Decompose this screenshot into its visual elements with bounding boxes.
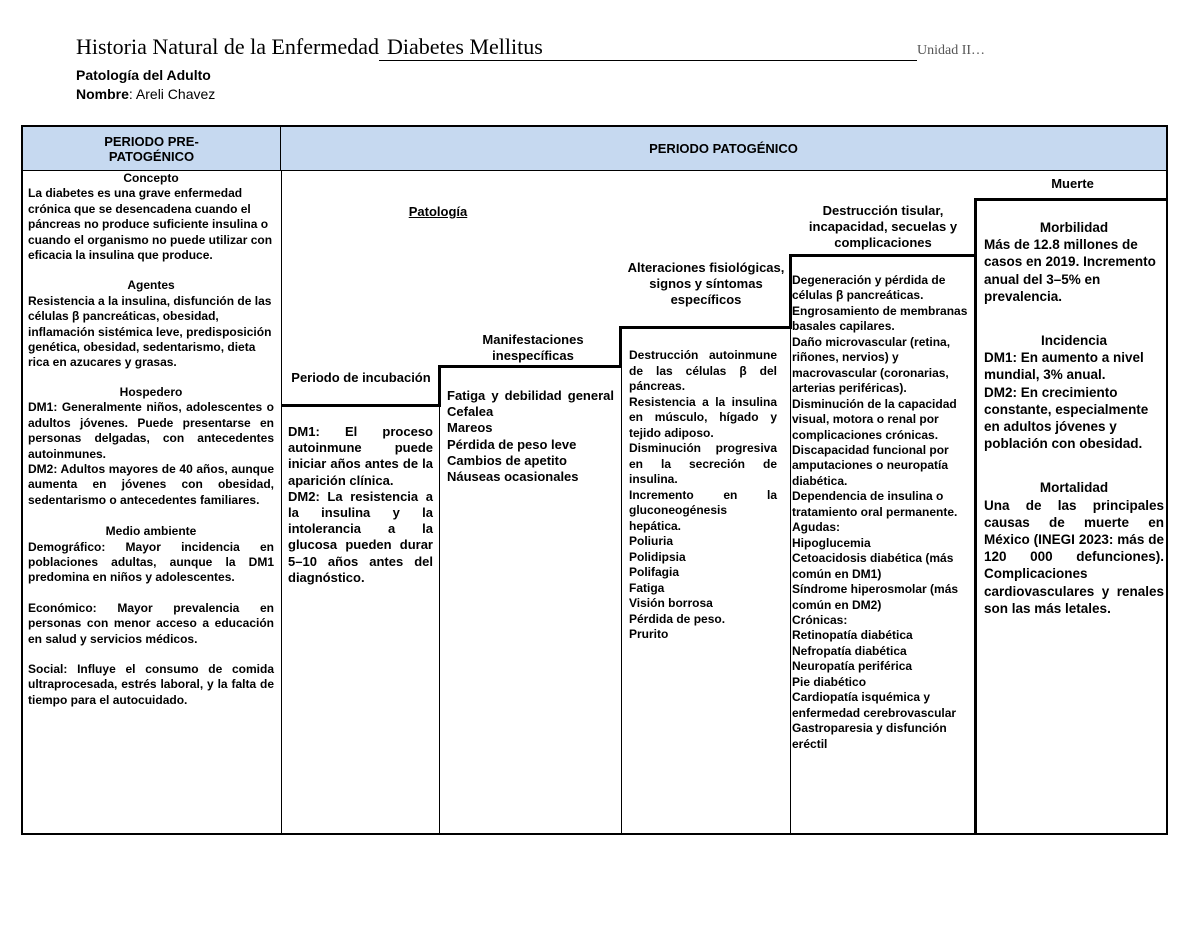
- list-item: Cefalea: [447, 404, 494, 420]
- concept-title: Concepto: [123, 171, 179, 185]
- list-item: Nefropatía diabética: [792, 643, 907, 658]
- list-item: Hipoglucemia: [792, 535, 871, 550]
- incubation-title: Periodo de incubación: [291, 370, 431, 385]
- morbidity-title: Morbilidad: [1039, 220, 1109, 235]
- divider: [790, 255, 791, 835]
- document-header: [76, 34, 1036, 104]
- list-item: Disminución progresiva en la secreción de insulina.: [629, 441, 777, 486]
- document-title: [76, 34, 1036, 64]
- list-item: Visión borrosa: [629, 596, 713, 610]
- environment-social: Social: Influye el consumo de comida ultraprocesada, estrés laboral, y la falta de tiempo para el autocuidado.: [28, 661, 274, 707]
- pathogenic-header: PERIODO PATOGÉNICO: [281, 127, 1166, 171]
- student-name: [76, 85, 1036, 104]
- environment-demographic: Demográfico: Mayor incidencia en poblaciones adultas, aunque la DM1 predomina en niños y adolescentes.: [28, 539, 274, 585]
- list-item: Poliuria: [629, 534, 674, 548]
- mortality-title: Mortalidad: [1039, 480, 1109, 496]
- list-item: Cardiopatía isquémica y enfermedad cerebrovascular: [792, 690, 957, 720]
- pre-pathogenic-cell: [28, 171, 274, 708]
- agents-text: Resistencia a la insulina, disfunción de las células β pancreáticas, obesidad, inflamación sistémica leve, predisposición genética, obesidad, sedentarismo, dieta rica en azucares y grasas.: [28, 293, 272, 370]
- step-line: [619, 326, 622, 368]
- incidence-dm2: DM2: En crecimiento constante, especialmente en adultos jóvenes y población con obesidad.: [984, 384, 1149, 452]
- list-item: Neuropatía periférica: [792, 659, 913, 674]
- list-item: Agudas:: [792, 520, 840, 535]
- list-item: Retinopatía diabética: [792, 628, 913, 643]
- list-item: Polifagia: [629, 565, 680, 579]
- list-item: Cambios de apetito: [447, 452, 567, 468]
- step-line: [974, 198, 1168, 201]
- pre-pathogenic-header: PERIODO PRE-PATOGÉNICO: [23, 127, 281, 171]
- list-item: Prurito: [629, 627, 669, 641]
- step-line: [789, 254, 977, 257]
- natural-history-table: [21, 125, 1168, 835]
- list-item: Pérdida de peso leve: [447, 436, 577, 452]
- list-item: Pie diabético: [792, 674, 867, 689]
- list-item: Polidipsia: [629, 549, 686, 564]
- mortality-text: Una de las principales causas de muerte en México (INEGI 2023: más de 120 000 defunciones). Complicaciones cardiovasculares y renales son las más letales.: [984, 497, 1164, 616]
- list-item: Mareos: [447, 420, 493, 436]
- incidence-dm1: DM1: En aumento a nivel mundial, 3% anual.: [984, 350, 1144, 383]
- title-prefix: Historia Natural de la Enfermedad: [76, 34, 379, 59]
- incidence-title: Incidencia: [1040, 333, 1108, 349]
- step-line: [438, 365, 622, 368]
- list-item: Náuseas ocasionales: [447, 469, 579, 485]
- host-dm2: DM2: Adultos mayores de 40 años, aunque aumenta en jóvenes con obesidad, sedentarismo o antecedentes familiares.: [28, 461, 274, 507]
- specific-list: [629, 348, 777, 643]
- death-cell: [984, 219, 1164, 617]
- list-item: Crónicas:: [792, 612, 848, 627]
- title-disease: Diabetes Mellitus: [379, 34, 917, 61]
- agents-title: Agentes: [127, 278, 175, 293]
- step-line: [281, 404, 439, 407]
- nonspecific-title: Manifestaciones inespecíficas: [482, 332, 584, 363]
- course-name: Patología del Adulto: [76, 67, 211, 83]
- host-title: Hospedero: [119, 384, 183, 399]
- list-item: Fatiga: [629, 580, 665, 595]
- list-item: Degeneración y pérdida de células β pancreáticas.: [792, 273, 946, 303]
- name-label: Nombre: [76, 86, 129, 102]
- destruction-list: [792, 273, 970, 752]
- death-title: Muerte: [1051, 176, 1094, 191]
- concept-text: La diabetes es una grave enfermedad crónica que se desencadena cuando el páncreas no produce suficiente insulina o cuando el organismo no puede utilizar con eficacia la insulina que produce.: [28, 186, 273, 263]
- environment-title: Medio ambiente: [105, 524, 197, 539]
- morbidity-text: Más de 12.8 millones de casos en 2019. Incremento anual del 3–5% en prevalencia.: [984, 237, 1156, 304]
- step-line: [438, 367, 441, 407]
- divider: [621, 327, 622, 835]
- divider: [974, 199, 977, 835]
- list-item: Discapacidad funcional por amputaciones o neuropatía diabética.: [792, 442, 949, 488]
- list-item: Disminución de la capacidad visual, motora o renal por complicaciones crónicas.: [792, 396, 957, 442]
- list-item: Engrosamiento de membranas basales capilares.: [792, 303, 968, 334]
- name-value: : Areli Chavez: [128, 86, 216, 102]
- incubation-dm1: DM1: El proceso autoinmune puede iniciar años antes de la aparición clínica.: [288, 424, 433, 488]
- step-line: [619, 326, 791, 329]
- host-dm1: DM1: Generalmente niños, adolescentes o adultos jóvenes. Puede presentarse en personas delgadas, con antecedentes autoinmunes.: [28, 400, 274, 461]
- list-item: Destrucción autoinmune de las células β del páncreas.: [629, 348, 777, 393]
- list-item: Cetoacidosis diabética (más común en DM1): [792, 551, 954, 581]
- nonspecific-list: [447, 388, 614, 485]
- unit-label: Unidad II…: [916, 43, 986, 58]
- list-item: Dependencia de insulina o tratamiento oral permanente.: [792, 489, 958, 519]
- list-item: Incremento en la gluconeogénesis hepática.: [629, 487, 777, 533]
- list-item: Resistencia a la insulina en músculo, hígado y tejido adiposo.: [629, 394, 777, 440]
- list-item: Daño microvascular (retina, riñones, nervios) y macrovascular (coronarias, arterias periféricas).: [792, 334, 951, 396]
- divider: [439, 367, 440, 835]
- specific-title: Alteraciones fisiológicas, signos y síntomas específicos: [627, 260, 785, 307]
- incubation-dm2: DM2: La resistencia a la insulina y la intolerancia a la glucosa pueden durar 5–10 años antes del diagnóstico.: [288, 488, 433, 585]
- destruction-title: Destrucción tisular, incapacidad, secuelas y complicaciones: [808, 203, 958, 250]
- list-item: Pérdida de peso.: [629, 611, 726, 626]
- list-item: Gastroparesia y disfunción eréctil: [792, 721, 947, 751]
- environment-economic: Económico: Mayor prevalencia en personas con menor acceso a educación en salud y servicios médicos.: [28, 600, 274, 646]
- list-item: Fatiga y debilidad general: [447, 388, 614, 403]
- incubation-cell: [288, 424, 433, 586]
- divider: [281, 171, 282, 835]
- list-item: Síndrome hiperosmolar (más común en DM2): [792, 582, 959, 612]
- pathology-label: Patología: [408, 204, 468, 219]
